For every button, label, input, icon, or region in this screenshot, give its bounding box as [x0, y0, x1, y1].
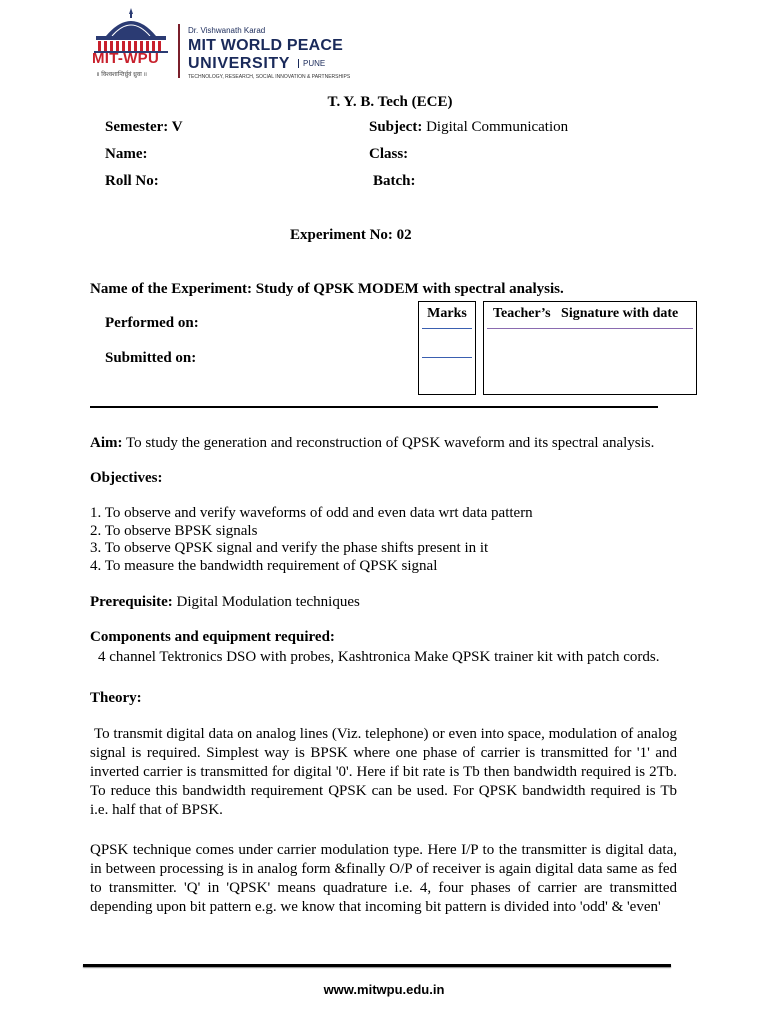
batch-label: Batch:: [373, 173, 416, 189]
aim-label: Aim:: [90, 435, 123, 451]
logo-abbreviation: MIT-WPU: [92, 50, 160, 67]
university-tagline: TECHNOLOGY, RESEARCH, SOCIAL INNOVATION & PARTNERSHIPS: [188, 74, 351, 80]
objectives-list: [90, 505, 533, 576]
subject-label: Subject:: [369, 119, 423, 135]
course-title: T. Y. B. Tech (ECE): [327, 94, 453, 110]
theory-paragraph-2: QPSK technique comes under carrier modulation type. Here I/P to the transmitter is digital data, in between processing is in analog form &finally O/P of receiver is again digital data same as fed to transmitter. 'Q' in 'QPSK' means quadrature i.e. 4, four phases of carrier are transmitted depending upon bit pattern e.g. we know that incoming bit pattern is divided into 'odd' & 'even': [90, 842, 677, 915]
submitted-on-label: Submitted on:: [105, 350, 197, 366]
university-name-line2: UNIVERSITY: [188, 55, 291, 72]
logo-divider: [178, 24, 180, 78]
marks-row-line: [422, 328, 472, 329]
subject-field: [369, 119, 568, 136]
prerequisite-label: Prerequisite:: [90, 594, 173, 610]
subject-value: Digital Communication: [426, 119, 569, 135]
signature-row-line: [487, 328, 693, 329]
list-item: 3. To observe QPSK signal and verify the phase shifts present in it: [90, 540, 489, 557]
prerequisite-text: Digital Modulation techniques: [176, 594, 360, 610]
footer-rule: [83, 964, 671, 967]
aim-text: To study the generation and reconstruction of QPSK waveform and its spectral analysis.: [125, 435, 655, 451]
objectives-label: Objectives:: [90, 470, 163, 486]
aim: [90, 435, 654, 452]
marks-row-line: [422, 357, 472, 358]
founder-name: Dr. Vishwanath Karad: [188, 26, 266, 35]
components-label: Components and equipment required:: [90, 629, 335, 645]
class-label: Class:: [369, 146, 409, 162]
section-divider: [90, 406, 658, 408]
marks-header: Marks: [427, 306, 467, 321]
university-city: PUNE: [298, 59, 325, 68]
list-item: 2. To observe BPSK signals: [90, 522, 258, 539]
theory-paragraph-1: To transmit digital data on analog lines (Viz. telephone) or even into space, modulation of analog signal is required. Simplest way is BPSK where one phase of carrier is transmitted for '1' and inverted carrier is transmitted for digital '0'. Here if bit rate is Tb then bandwidth required is 2Tb. To reduce this bandwidth requirement QPSK can be used. For QPSK bandwidth required is Tb i.e. half that of BPSK.: [90, 726, 677, 818]
list-item: 4. To measure the bandwidth requirement of QPSK signal: [90, 558, 438, 575]
university-name-line1: MIT WORLD PEACE: [188, 37, 343, 54]
name-label: Name:: [105, 146, 148, 162]
signature-header: Teacher’s Signature with date: [493, 306, 679, 321]
performed-on-label: Performed on:: [105, 315, 199, 331]
semester-label: Semester: V: [105, 119, 183, 135]
list-item: 1. To observe and verify waveforms of odd and even data wrt data pattern: [90, 505, 533, 521]
roll-label: Roll No:: [105, 173, 159, 189]
footer-url: www.mitwpu.edu.in: [323, 982, 445, 997]
components-text: 4 channel Tektronics DSO with probes, Kashtronica Make QPSK trainer kit with patch cords.: [98, 649, 660, 665]
theory-label: Theory:: [90, 690, 142, 706]
marks-box: [418, 301, 476, 395]
signature-box: [483, 301, 697, 395]
prerequisite: [90, 594, 360, 611]
experiment-name: Name of the Experiment: Study of QPSK MODEM with spectral analysis.: [90, 281, 564, 297]
dome-emblem-icon: [92, 6, 170, 54]
logo-tagline: ॥ विश्वशान्तिर्ध्रुवं ध्रुवा ॥: [96, 72, 148, 78]
experiment-number: Experiment No: 02: [290, 227, 412, 243]
